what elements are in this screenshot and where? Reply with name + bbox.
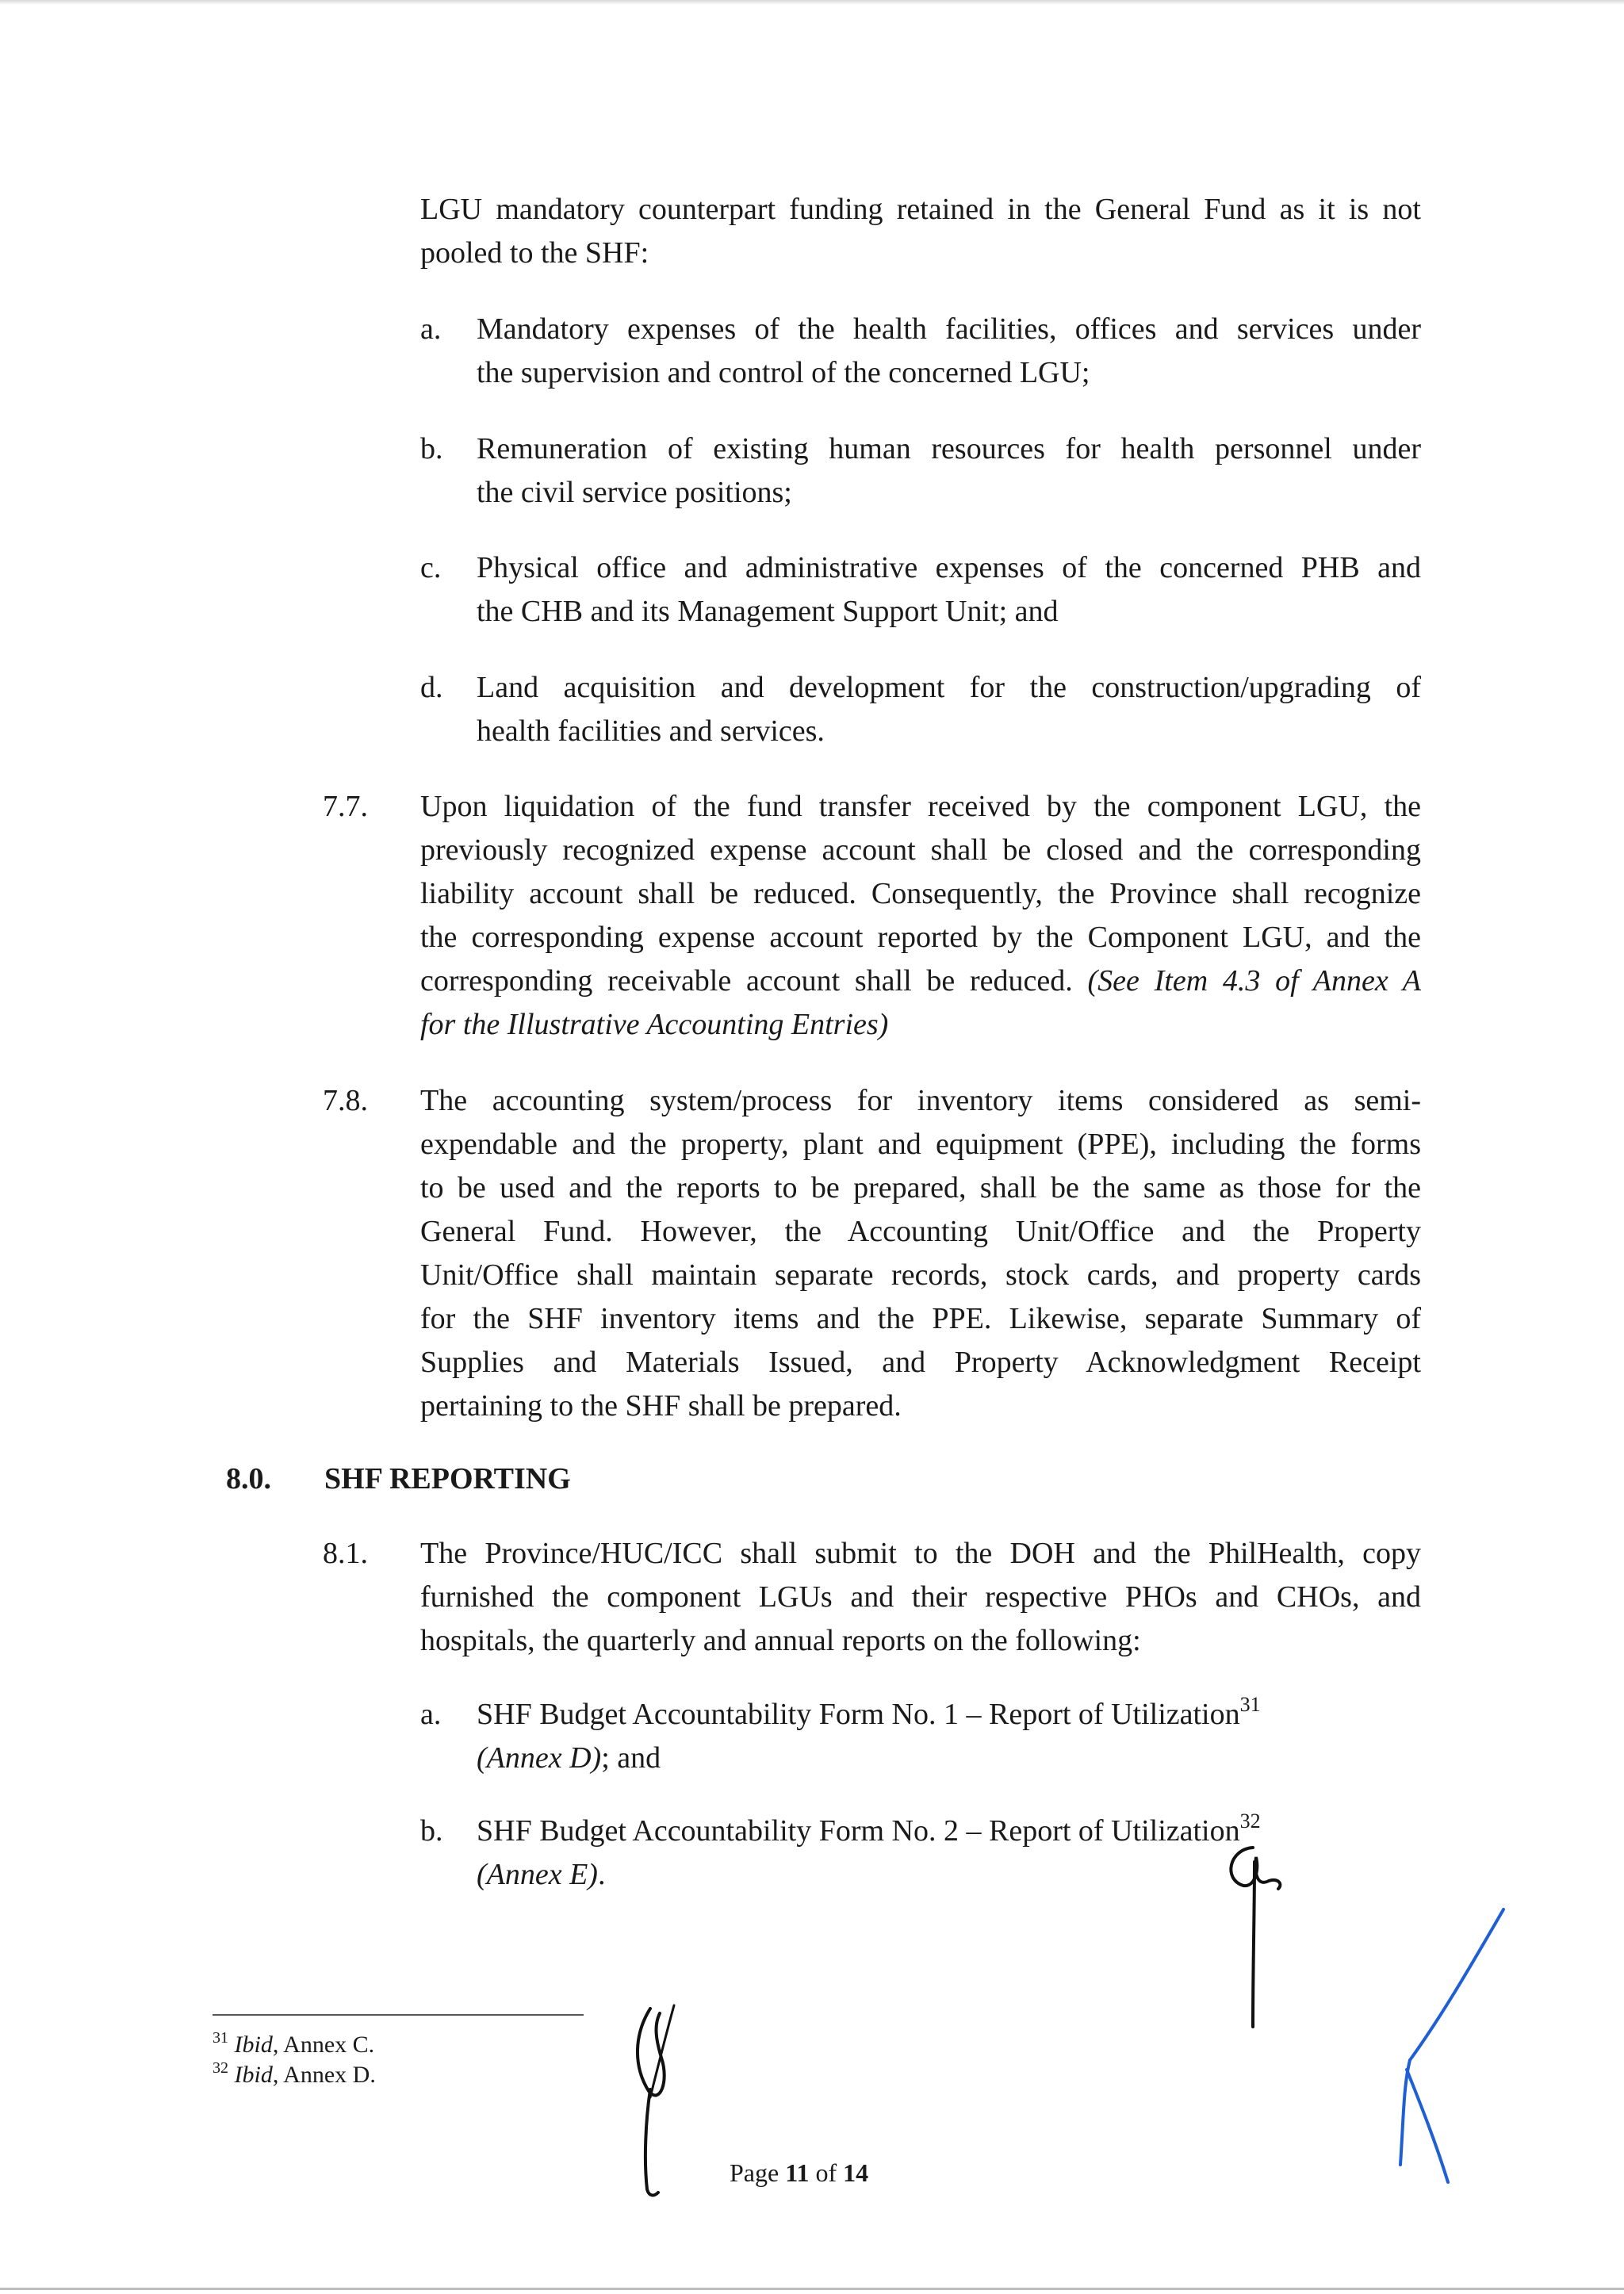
report-form-title: SHF Budget Accountability Form No. 2 – Report of Utilization bbox=[477, 1814, 1240, 1848]
paragraph-line: The accounting system/process for inventory items considered as semi- bbox=[420, 1084, 1421, 1117]
intro-line: pooled to the SHF: bbox=[420, 236, 649, 270]
footnote-mark: 31 bbox=[213, 2029, 228, 2047]
list-item-text bbox=[477, 427, 1421, 515]
list-item-line: Land acquisition and development for the construction/upgrading of bbox=[477, 671, 1421, 704]
report-form-item bbox=[477, 1693, 1349, 1780]
scan-edge-top bbox=[0, 0, 1624, 5]
list-item-line: Physical office and administrative expenses of the concerned PHB and bbox=[477, 551, 1421, 584]
footnote bbox=[213, 2030, 374, 2060]
page-number bbox=[730, 2157, 868, 2189]
paragraph-line: furnished the component LGUs and their respective PHOs and CHOs, and bbox=[420, 1580, 1421, 1614]
list-item-text bbox=[477, 666, 1421, 753]
footnote-marker: 31 bbox=[1239, 1693, 1261, 1716]
list-item-line: the CHB and its Management Support Unit; and bbox=[477, 595, 1059, 628]
list-item-line bbox=[477, 1693, 1349, 1737]
list-item-letter: a. bbox=[420, 1698, 442, 1731]
page-prefix: Page bbox=[730, 2158, 779, 2187]
list-item-letter: b. bbox=[420, 432, 443, 465]
handwritten-initial-signature bbox=[626, 2002, 690, 2200]
paragraph-line: pertaining to the SHF shall be prepared. bbox=[420, 1389, 902, 1423]
section-7-8-paragraph bbox=[420, 1079, 1421, 1428]
footnote-ibid: Ibid bbox=[234, 2032, 273, 2058]
list-item-text bbox=[477, 308, 1421, 395]
list-item-letter: c. bbox=[420, 551, 442, 584]
list-item-letter: a. bbox=[420, 312, 442, 346]
section-number: 7.7. bbox=[323, 790, 368, 823]
list-item-line bbox=[477, 1737, 1349, 1780]
handwritten-initial-signature bbox=[1205, 1840, 1300, 2038]
paragraph-line: for the SHF inventory items and the PPE. Likewise, separate Summary of bbox=[420, 1302, 1421, 1335]
paragraph-line: The Province/HUC/ICC shall submit to the DOH and the PhilHealth, copy bbox=[420, 1537, 1421, 1570]
list-item-line: Mandatory expenses of the health facilities, offices and services under bbox=[477, 312, 1421, 346]
section-number: 7.8. bbox=[323, 1084, 368, 1117]
footnote bbox=[213, 2060, 376, 2090]
paragraph-line: Supplies and Materials Issued, and Property Acknowledgment Receipt bbox=[420, 1346, 1421, 1379]
footnote-separator bbox=[213, 2014, 584, 2016]
list-item-line: Remuneration of existing human resources for health personnel under bbox=[477, 432, 1421, 465]
paragraph-line: Unit/Office shall maintain separate records, stock cards, and property cards bbox=[420, 1258, 1421, 1292]
section-number: 8.1. bbox=[323, 1537, 368, 1570]
annex-reference: (Annex D) bbox=[477, 1741, 602, 1775]
handwritten-blue-signature bbox=[1372, 1903, 1515, 2196]
footnote-mark: 32 bbox=[213, 2059, 228, 2077]
section-8-1-paragraph bbox=[420, 1532, 1421, 1663]
intro-line: LGU mandatory counterpart funding retained in the General Fund as it is not bbox=[420, 193, 1421, 226]
annex-reference: for the Illustrative Accounting Entries) bbox=[420, 1008, 889, 1041]
list-item-line: health facilities and services. bbox=[477, 714, 825, 748]
paragraph-line: expendable and the property, plant and equipment (PPE), including the forms bbox=[420, 1128, 1421, 1161]
footnote-text: , Annex C. bbox=[272, 2032, 375, 2058]
list-item-tail: ; and bbox=[601, 1741, 661, 1775]
paragraph-line: Upon liquidation of the fund transfer received by the component LGU, the bbox=[420, 790, 1421, 823]
section-7-7-paragraph bbox=[420, 785, 1421, 1047]
paragraph-line: hospitals, the quarterly and annual reports on the following: bbox=[420, 1624, 1141, 1657]
paragraph-line-text: corresponding receivable account shall be reduced. bbox=[420, 964, 1073, 998]
list-item-tail: . bbox=[597, 1858, 606, 1891]
paragraph-line bbox=[420, 1003, 1421, 1047]
page-total: 14 bbox=[843, 2158, 869, 2187]
list-item-letter: b. bbox=[420, 1814, 443, 1848]
scan-edge-bottom bbox=[0, 2288, 1624, 2290]
paragraph-line: the corresponding expense account reported by the Component LGU, and the bbox=[420, 921, 1421, 954]
footnote-ibid: Ibid bbox=[234, 2062, 273, 2088]
paragraph-line: liability account shall be reduced. Consequently, the Province shall recognize bbox=[420, 877, 1421, 910]
paragraph-line bbox=[420, 959, 1421, 1003]
footnote-text: , Annex D. bbox=[272, 2062, 376, 2088]
intro-paragraph bbox=[420, 188, 1421, 275]
footnote-marker: 32 bbox=[1239, 1810, 1261, 1833]
paragraph-line: previously recognized expense account shall be closed and the corresponding bbox=[420, 833, 1421, 867]
page-current: 11 bbox=[785, 2158, 810, 2187]
list-item-text bbox=[477, 546, 1421, 634]
list-item-line: the supervision and control of the concerned LGU; bbox=[477, 356, 1090, 389]
list-item-line: the civil service positions; bbox=[477, 476, 792, 509]
list-item-letter: d. bbox=[420, 671, 443, 704]
page-of: of bbox=[815, 2158, 837, 2187]
section-heading-title: SHF REPORTING bbox=[324, 1462, 571, 1496]
paragraph-line: General Fund. However, the Accounting Unit/Office and the Property bbox=[420, 1215, 1421, 1248]
annex-reference: (Annex E) bbox=[477, 1858, 598, 1891]
section-heading-number: 8.0. bbox=[226, 1462, 271, 1496]
annex-reference: (See Item 4.3 of Annex A bbox=[1087, 964, 1421, 998]
report-form-title: SHF Budget Accountability Form No. 1 – Report of Utilization bbox=[477, 1698, 1240, 1731]
paragraph-line: to be used and the reports to be prepared, shall be the same as those for the bbox=[420, 1171, 1421, 1204]
